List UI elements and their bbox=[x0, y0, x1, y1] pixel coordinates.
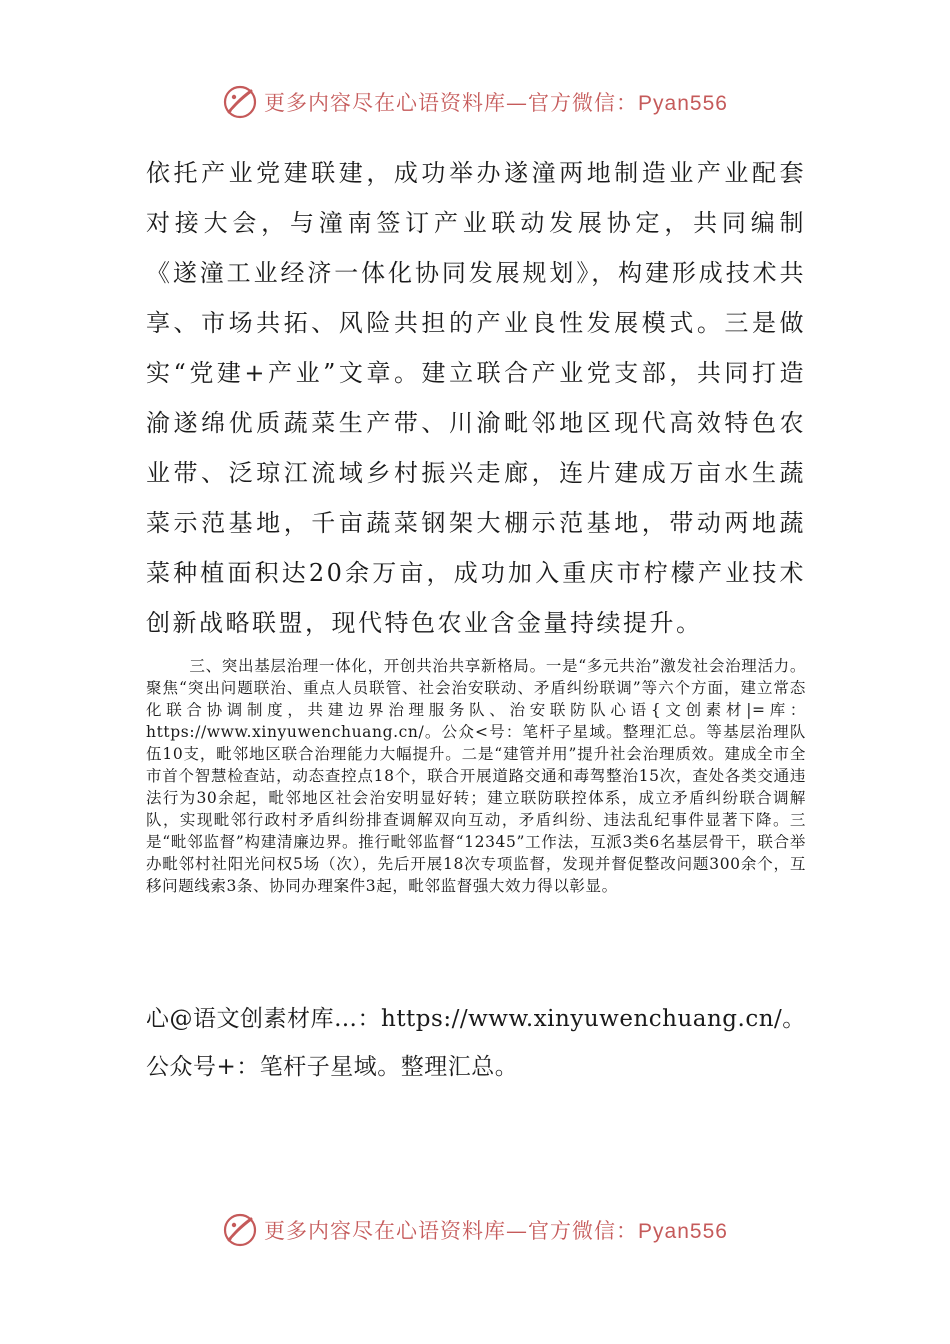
paragraph-2: 三、突出基层治理一体化，开创共治共享新格局。一是“多元共治”激发社会治理活力。聚焦“突出问题联治、重点人员联管、社会治安联动、矛盾纠纷联调”等六个方面，建立常态化联合协调制度，共建边界治理服务队、治安联防队心语{文创素材|=库：https://www.xinyuwenchuang.cn/。公众<号：笔杆子星域。整理汇总。等基层治理队伍10支，毗邻地区联合治理能力大幅提升。二是“建管并用”提升社会治理质效。建成全市全市首个智慧检查站，动态查控点18个，联合开展道路交通和毒驾整治15次，查处各类交通违法行为30余起，毗邻地区社会治安明显好转；建立联防联控体系，成立矛盾纠纷联合调解队，实现毗邻行政村矛盾纠纷排查调解双向互动，矛盾纠纷、违法乱纪事件显著下降。三是“毗邻监督”构建清廉边界。推行毗邻监督“12345”工作法，互派3类6名基层骨干，联合举办毗邻村社阳光问权5场（次），先后开展18次专项监督，发现并督促整改问题300余个，互移问题线索3条、协同办理案件3起，毗邻监督强大效力得以彰显。 bbox=[146, 657, 806, 895]
paragraph-3: 心@语文创素材库…：https://www.xinyuwenchuang.cn/。公众号+：笔杆子星域。整理汇总。 bbox=[146, 1006, 806, 1080]
header-banner-text: 更多内容尽在心语资料库—官方微信：Pyan556 bbox=[264, 91, 728, 115]
pen-logo-icon bbox=[222, 84, 258, 120]
footer-banner-id: Pyan556 bbox=[638, 1220, 728, 1243]
footer-banner bbox=[0, 1208, 950, 1252]
pen-logo-icon bbox=[222, 1212, 258, 1248]
header-banner-id: Pyan556 bbox=[638, 92, 728, 115]
footer-banner-text: 更多内容尽在心语资料库—官方微信：Pyan556 bbox=[264, 1219, 728, 1243]
paragraph-1: 依托产业党建联建，成功举办遂潼两地制造业产业配套对接大会，与潼南签订产业联动发展协定，共同编制《遂潼工业经济一体化协同发展规划》，构建形成技术共享、市场共拓、风险共担的产业良性发展模式。三是做实“党建+产业”文章。建立联合产业党支部，共同打造渝遂绵优质蔬菜生产带、川渝毗邻地区现代高效特色农业带、泛琼江流域乡村振兴走廊，连片建成万亩水生蔬菜示范基地，千亩蔬菜钢架大棚示范基地，带动两地蔬菜种植面积达20余万亩，成功加入重庆市柠檬产业技术创新战略联盟，现代特色农业含金量持续提升。 bbox=[146, 159, 806, 637]
header-banner bbox=[0, 80, 950, 124]
